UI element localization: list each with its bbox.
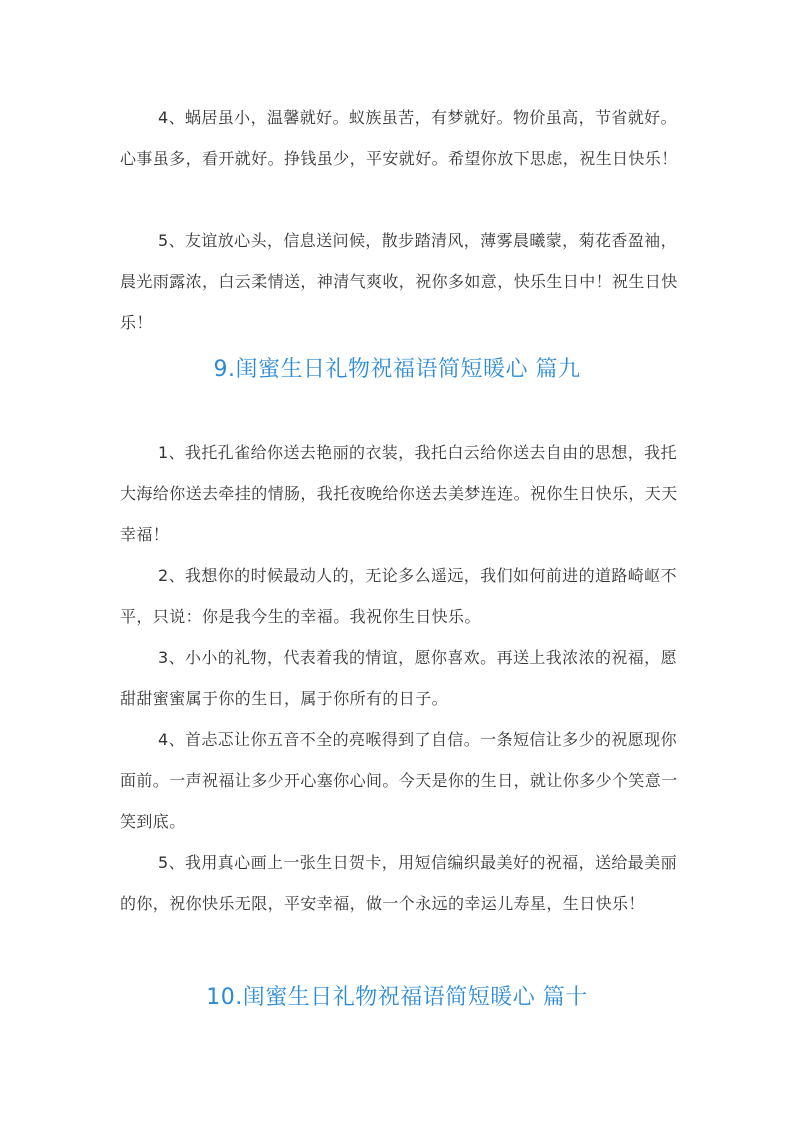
paragraph: 5、友谊放心头，信息送问候，散步踏清风，薄雾晨曦蒙，菊花香盈袖，晨光雨露浓，白云柔情送，神清气爽收，祝你多如意，快乐生日中！祝生日快乐！ bbox=[120, 231, 678, 332]
paragraph: 2、我想你的时候最动人的，无论多么遥远，我们如何前进的道路崎岖不平，只说：你是我今生的幸福。我祝你生日快乐。 bbox=[120, 566, 677, 626]
paragraph: 1、我托孔雀给你送去艳丽的衣装，我托白云给你送去自由的思想，我托大海给你送去牵挂的情肠，我托夜晚给你送去美梦连连。祝你生日快乐，天天幸福！ bbox=[120, 443, 678, 544]
paragraph: 3、小小的礼物，代表着我的情谊，愿你喜欢。再送上我浓浓的祝福，愿甜甜蜜蜜属于你的生日，属于你所有的日子。 bbox=[120, 648, 677, 708]
section-heading-10: 10.闺蜜生日礼物祝福语简短暖心 篇十 bbox=[206, 985, 588, 1010]
paragraph: 4、蜗居虽小，温馨就好。蚁族虽苦，有梦就好。物价虽高，节省就好。心事虽多，看开就好。挣钱虽少，平安就好。希望你放下思虑，祝生日快乐！ bbox=[120, 108, 678, 168]
section-heading-9: 9.闺蜜生日礼物祝福语简短暖心 篇九 bbox=[213, 357, 581, 382]
paragraph: 4、首忐忑让你五音不全的亮喉得到了自信。一条短信让多少的祝愿现你面前。一声祝福让多少开心塞你心间。今天是你的生日，就让你多少个笑意一笑到底。 bbox=[120, 730, 678, 831]
paragraph: 5、我用真心画上一张生日贺卡，用短信编织最美好的祝福，送给最美丽的你，祝你快乐无限，平安幸福，做一个永远的幸运儿寿星，生日快乐！ bbox=[120, 853, 677, 913]
